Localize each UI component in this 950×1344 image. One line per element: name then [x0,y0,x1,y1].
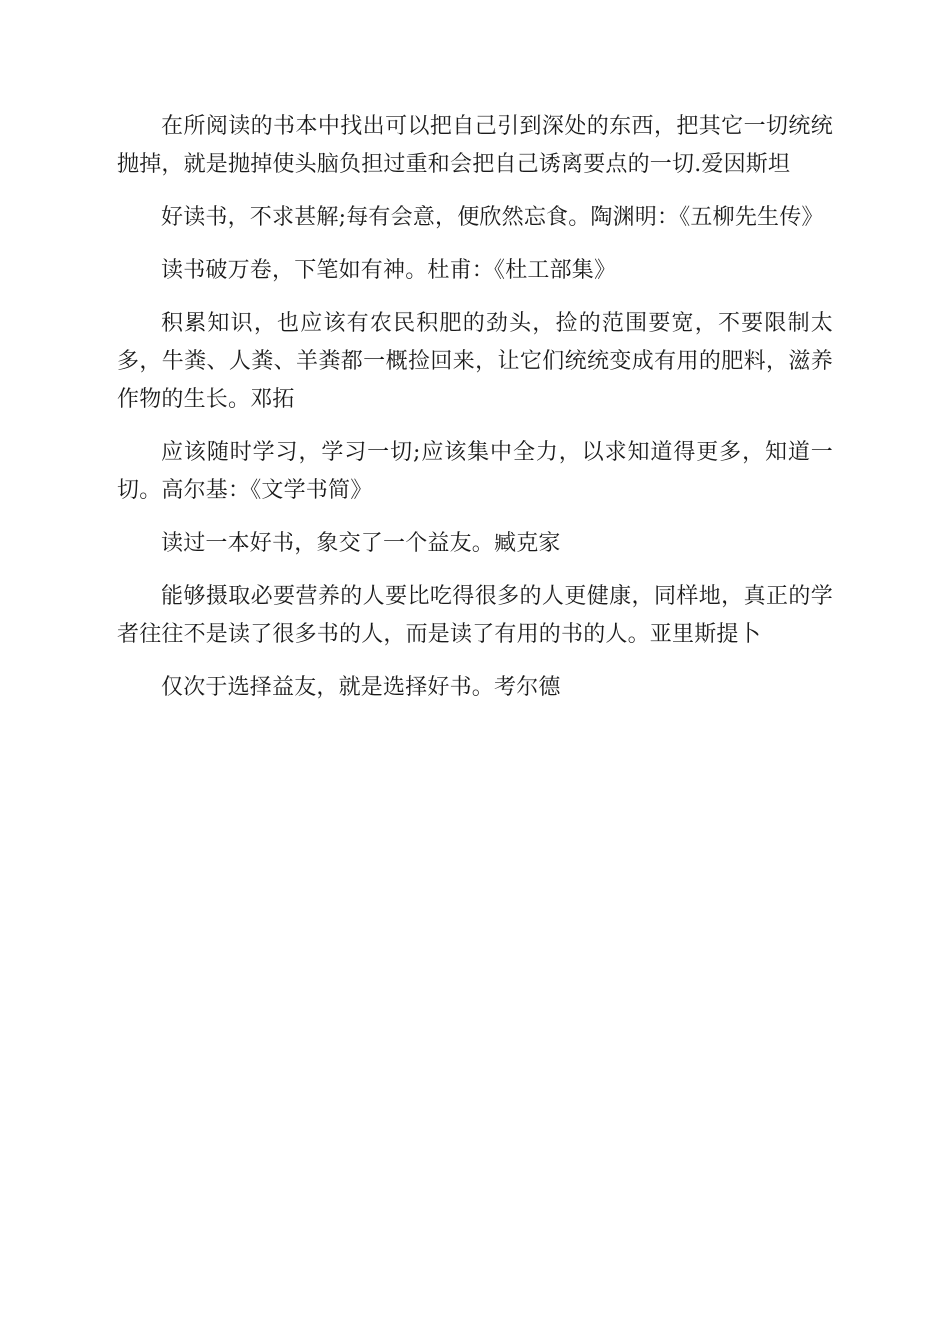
quote-paragraph: 仅次于选择益友，就是选择好书。考尔德 [161,675,561,700]
quote-paragraph: 应该随时学习，学习一切;应该集中全力，以求知道得更多，知道一切。高尔基：《文学书简》 [117,440,833,503]
quote-paragraph: 积累知识，也应该有农民积肥的劲头，捡的范围要宽，不要限制太多，牛粪、人粪、羊粪都一概捡回来，让它们统统变成有用的肥料，滋养作物的生长。邓拓 [117,311,833,412]
quote-paragraph: 好读书，不求甚解;每有会意，便欣然忘食。陶渊明：《五柳先生传》 [161,205,824,230]
quote-paragraph: 读书破万卷，下笔如有神。杜甫：《杜工部集》 [161,258,617,283]
quote-paragraph: 能够摄取必要营养的人要比吃得很多的人更健康，同样地，真正的学者往往不是读了很多书的人，而是读了有用的书的人。亚里斯提卜 [117,584,833,647]
quote-paragraph: 读过一本好书，象交了一个益友。臧克家 [161,531,561,556]
quote-paragraph: 在所阅读的书本中找出可以把自己引到深处的东西，把其它一切统统抛掉，就是抛掉使头脑负担过重和会把自己诱离要点的一切.爱因斯坦 [117,114,833,177]
document-body [117,108,833,722]
